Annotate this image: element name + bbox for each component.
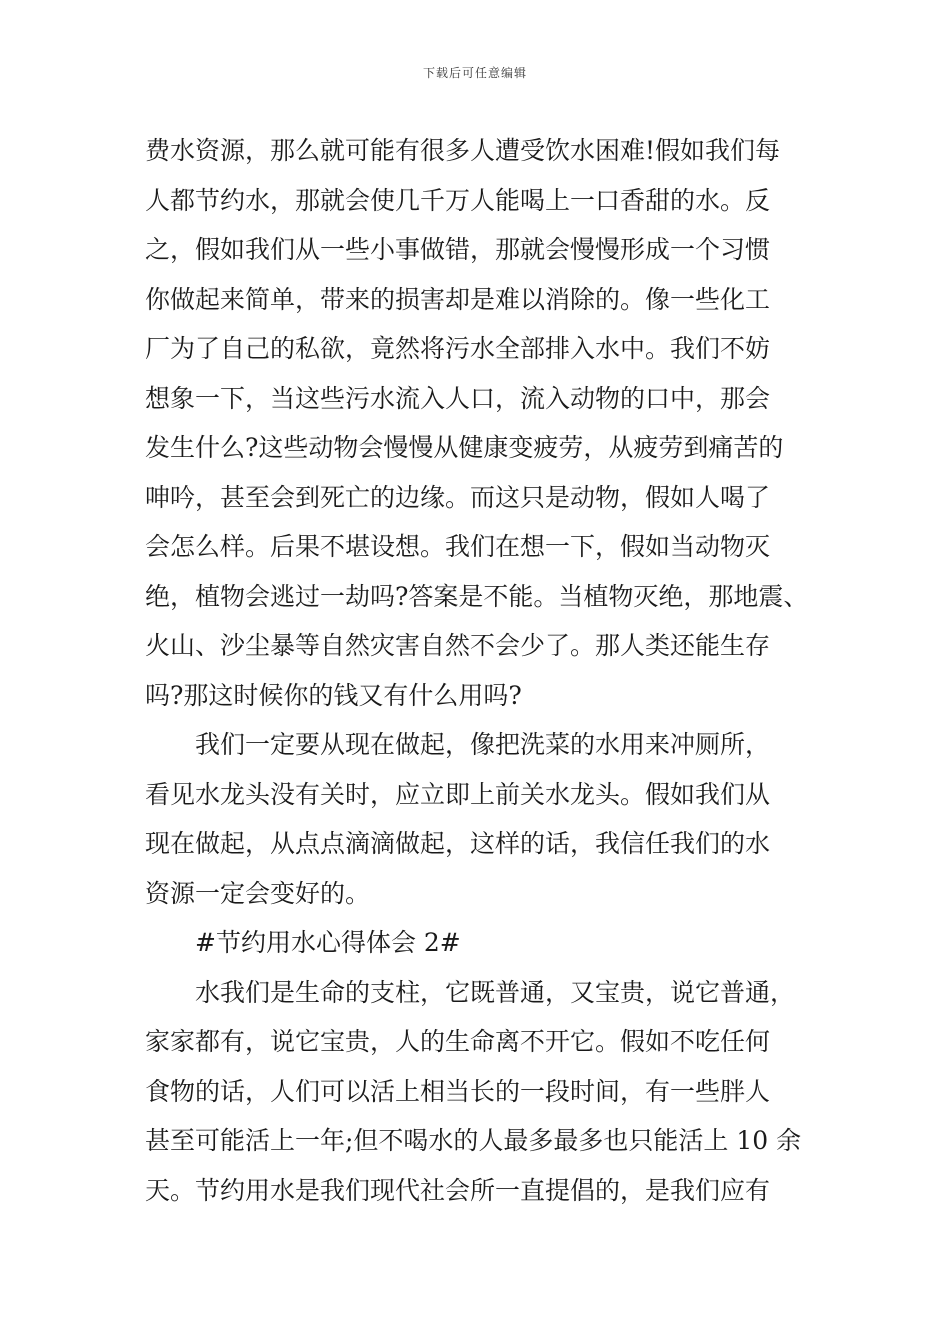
text-line: 厂为了自己的私欲，竟然将污水全部排入水中。我们不妨 [145,334,771,363]
text-line: 资源一定会变好的。 [145,878,371,908]
text-line: 费水资源，那么就可能有很多人遭受饮水困难!假如我们每 [145,136,781,165]
text-line: 吗?那这时候你的钱又有什么用吗? [145,680,522,710]
text-line: 之，假如我们从一些小事做错，那就会慢慢形成一个习惯 [145,235,771,264]
text-line: 甚至可能活上一年;但不喝水的人最多最多也只能活上 10 余 [145,1126,802,1155]
document-body [145,126,815,1215]
section-heading: #节约用水心得体会 2# [195,928,461,957]
text-line: 发生什么?这些动物会慢慢从健康变疲劳，从疲劳到痛苦的 [145,433,784,462]
text-line: 家家都有，说它宝贵，人的生命离不开它。假如不吃任何 [145,1027,771,1056]
text-line: 会怎么样。后果不堪设想。我们在想一下，假如当动物灭 [145,532,771,561]
text-line: 呻吟，甚至会到死亡的边缘。而这只是动物，假如人喝了 [145,482,771,512]
text-line: 现在做起，从点点滴滴做起，这样的话，我信任我们的水 [145,829,771,858]
text-line: 人都节约水，那就会使几千万人能喝上一口香甜的水。反 [145,185,771,215]
paragraph-start-line: 我们一定要从现在做起，像把洗菜的水用来冲厕所， [195,730,771,759]
text-line: 火山、沙尘暴等自然灾害自然不会少了。那人类还能生存 [145,631,771,660]
text-line: 天。节约用水是我们现代社会所一直提倡的，是我们应有 [145,1175,771,1205]
page-header: 下载后可任意编辑 [422,66,527,80]
text-line: 想象一下，当这些污水流入人口，流入动物的口中，那会 [145,383,771,413]
text-line: 食物的话，人们可以活上相当长的一段时间，有一些胖人 [145,1076,771,1106]
paragraph-start-line: 水我们是生命的支柱，它既普通，又宝贵，说它普通， [195,977,796,1007]
text-line: 看见水龙头没有关时，应立即上前关水龙头。假如我们从 [145,779,771,809]
text-line: 你做起来简单，带来的损害却是难以消除的。像一些化工 [145,284,771,314]
text-line: 绝，植物会逃过一劫吗?答案是不能。当植物灭绝，那地震、 [145,581,809,611]
